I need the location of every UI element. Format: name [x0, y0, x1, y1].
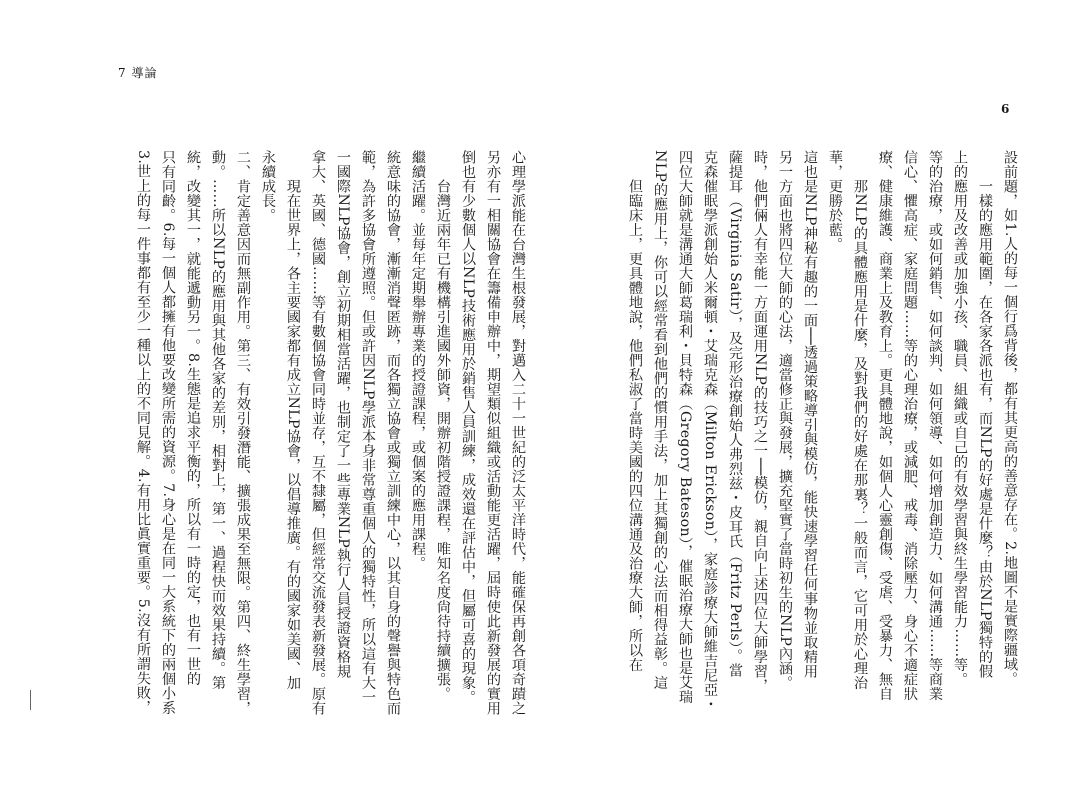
- text-line: 華，更勝於藍。: [827, 150, 843, 252]
- text-line: 等的治療，或如何銷售、如何談判、如何領導、如何增加創造力、如何溝通……等商業: [927, 150, 943, 701]
- right-page-number: 6: [1001, 102, 1010, 116]
- text-line: 這也是NLP神秘有趣的一面──透過策略導引與模仿，能快速學習任何事物並取精用: [802, 150, 818, 679]
- text-line: 一樣的應用範圍，在各家各派也有，而NLP的好處是什麼？由於NLP獨特的假: [977, 150, 993, 679]
- text-line: 只有同齡。6.每一個人都擁有他要改變所需的資源。7.身心是在同一大系統下的兩個小系: [160, 150, 176, 715]
- text-line: 心理學派能在台灣生根發展，對邁入二十一世紀的泛太平洋時代，能確保再創各項奇蹟之: [510, 150, 526, 716]
- text-line: 統意味的協會，漸漸消聲匿跡，而各獨立協會或獨立訓練中心，以其自身的聲譽與特色而: [385, 150, 401, 716]
- text-line: 四位大師就是溝通大師葛瑞利・貝特森（Gregory Bateson），催眠治療大師也是艾瑞: [677, 150, 693, 704]
- left-page-body: [110, 150, 530, 750]
- scan-mark: [30, 690, 31, 710]
- text-line: 上的應用及改善或加強小孩、職員、組織或自己的有效學習與終生學習能力……等。: [952, 150, 968, 687]
- text-line: 克森催眠學派創始人米爾頓・艾瑞克森（Milton Erickson），家庭診療大師維吉尼亞・: [702, 150, 718, 712]
- text-line: 範，為許多協會所遵照。但或許因NLP學派本身非常尊重個人的獨特性，所以這有大一: [360, 150, 376, 705]
- text-line: 那NLP的具體應用是什麼，及對我們的好處在那裏？一般而言，它可用於心理治: [852, 150, 868, 690]
- text-line: 但臨床上，更具體地說，他們私淑了當時美國的四位溝通及治療大師，所以在: [627, 150, 643, 672]
- text-line: 薩提耳（Virginia Satir），及完形治療創始人弗烈兹・皮耳氏（Fritz Perls）。當: [727, 150, 743, 678]
- text-line: 一國際NLP協會，創立初期相當活躍，也制定了一些專業NLP執行人員授證資格規: [335, 150, 351, 679]
- text-line: 時，他們倆人有幸能一方面運用NLP的技巧之一──模仿，親自向上述四位大師學習，: [752, 150, 768, 693]
- text-line: 另亦有一相關協會在籌備申辦中，期望類似組織或活動能更活躍，屆時使此新發展的實用: [485, 150, 501, 716]
- text-line: 拿大、英國、德國……等有數個協會同時並存，互不隸屬，但經常交流發表新發展。原有: [310, 150, 326, 716]
- text-line: NLP的應用上，你可以經常看到他們的慣用手法，加上其獨創的心法而相得益彰。這: [652, 150, 668, 690]
- text-line: 現在世界上，各主要國家都有成立NLP協會，以倡導推廣。有的國家如美國、加: [285, 150, 301, 690]
- text-line: 療、健康維護、商業上及教育上。更具體地說，如個人心靈創傷、受虐、受暴力、無自: [877, 150, 893, 701]
- text-line: 設前題，如1.人的每一個行爲背後，都有其更高的善意存在。2.地圖不是實際疆域。: [1002, 150, 1018, 686]
- text-line: 繼續活躍。並每年定期舉辦專業的授證課程，或個案的應用課程。: [410, 150, 426, 571]
- right-page-body: [602, 150, 1022, 750]
- left-page-header: 7 導論: [118, 66, 158, 80]
- text-line: 信心、懼高症、家庭問題……等的心理治療，或減肥、戒毒、消除壓力、身心不適症狀: [902, 150, 918, 701]
- text-line: 倒也有少數個人以NLP技術應用於銷售人員訓練，成效還在評估中，但屬可喜的現象。: [460, 150, 476, 705]
- text-line: 統，改變其一，就能遞動另一。8.生態是追求平衡的，所以有一時的定，也有一世的: [185, 150, 201, 687]
- text-line: 台灣近兩年已有機構引進國外師資，開辦初階授證課程，唯知名度尙待持續擴張。: [435, 150, 451, 701]
- text-line: 永續成長。: [260, 150, 276, 223]
- text-line: 動。……所以NLP的應用與其他各家的差別，相對上，第一、過程快而效果持續。第: [210, 150, 226, 690]
- text-line: 二、肯定善意因而無副作用。第三、有效引發潛能、擴張成果至無限。第四、終生學習，: [235, 150, 251, 716]
- text-line: 3.世上的每一件事都有至少一種以上的不同見解。4.有用比眞實重要。5.沒有所謂失敗，: [135, 150, 151, 715]
- text-line: 另一方面也將四位大師的心法，適當修正與發展，擴充堅實了當時初生的NLP內涵。: [777, 150, 793, 690]
